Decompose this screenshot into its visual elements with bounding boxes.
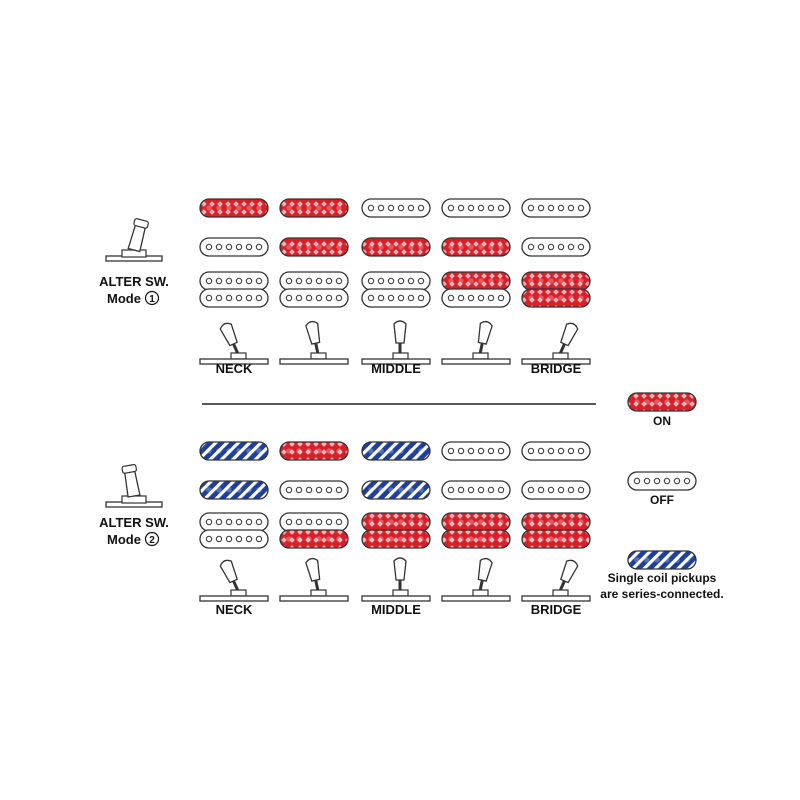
position-column (200, 442, 268, 601)
position-column (362, 442, 430, 601)
bridge-humbucker-coil (362, 513, 430, 531)
bridge-humbucker-coil (200, 289, 268, 307)
middle-pickup (362, 238, 430, 256)
middle-pickup (362, 481, 430, 499)
mode-title-line2: Mode (107, 291, 141, 306)
bridge-humbucker-coil (280, 272, 348, 290)
bridge-humbucker-coil (200, 530, 268, 548)
bridge-humbucker-coil (522, 530, 590, 548)
legend-swatch (628, 393, 696, 411)
legend-item-series (600, 551, 723, 601)
position-label-middle: MIDDLE (371, 361, 421, 376)
selector-switch-icon (200, 321, 268, 364)
neck-pickup (362, 199, 430, 217)
bridge-humbucker-coil (522, 289, 590, 307)
selector-switch-icon (442, 320, 510, 364)
bridge-humbucker-coil (442, 289, 510, 307)
bridge-humbucker-coil (280, 530, 348, 548)
bridge-humbucker-coil (280, 289, 348, 307)
legend-label: Single coil pickups (607, 571, 717, 585)
selector-switch-icon (280, 557, 348, 601)
position-column (200, 199, 268, 364)
position-label-middle: MIDDLE (371, 602, 421, 617)
legend-label: ON (653, 414, 671, 428)
bridge-humbucker-coil (442, 272, 510, 290)
middle-pickup (280, 481, 348, 499)
bridge-humbucker-coil (522, 272, 590, 290)
middle-pickup (200, 481, 268, 499)
middle-pickup (280, 238, 348, 256)
neck-pickup (200, 442, 268, 460)
position-column (522, 199, 590, 364)
position-column (280, 199, 348, 364)
neck-pickup (522, 442, 590, 460)
selector-switch-icon (522, 558, 590, 601)
bridge-humbucker-coil (362, 289, 430, 307)
middle-pickup (522, 481, 590, 499)
position-column (522, 442, 590, 601)
middle-pickup (442, 238, 510, 256)
neck-pickup (200, 199, 268, 217)
middle-pickup (522, 238, 590, 256)
middle-pickup (200, 238, 268, 256)
toggle-switch-up-icon (106, 218, 162, 261)
mode-number: 1 (149, 294, 155, 305)
neck-pickup (442, 442, 510, 460)
selector-switch-icon (522, 321, 590, 364)
neck-pickup (522, 199, 590, 217)
selector-switch-icon (442, 557, 510, 601)
mode-title-line1: ALTER SW. (99, 274, 169, 289)
bridge-humbucker-coil (362, 530, 430, 548)
middle-pickup (442, 481, 510, 499)
mode-title-line2: Mode (107, 532, 141, 547)
legend-label: OFF (650, 493, 674, 507)
legend (600, 393, 723, 601)
mode-title-line1: ALTER SW. (99, 515, 169, 530)
bridge-humbucker-coil (442, 530, 510, 548)
selector-switch-icon (200, 558, 268, 601)
position-label-neck: NECK (215, 361, 253, 376)
bridge-humbucker-coil (442, 513, 510, 531)
bridge-humbucker-coil (280, 513, 348, 531)
bridge-humbucker-coil (200, 272, 268, 290)
position-label-bridge: BRIDGE (530, 361, 582, 376)
position-column (362, 199, 430, 364)
legend-swatch (628, 472, 696, 490)
position-column (442, 199, 510, 364)
bridge-humbucker-coil (522, 513, 590, 531)
bridge-humbucker-coil (362, 272, 430, 290)
position-label-bridge: BRIDGE (530, 602, 582, 617)
mode-number-badge (146, 292, 159, 306)
legend-swatch (628, 551, 696, 569)
neck-pickup (280, 199, 348, 217)
neck-pickup (280, 442, 348, 460)
selector-switch-icon (280, 320, 348, 364)
mode-number: 2 (149, 535, 155, 546)
toggle-switch-down-icon (106, 464, 162, 507)
selector-switch-icon (362, 558, 430, 601)
mode-2-section (99, 442, 590, 617)
neck-pickup (362, 442, 430, 460)
legend-item-off (628, 472, 696, 507)
bridge-humbucker-coil (200, 513, 268, 531)
mode-1-section (99, 199, 590, 376)
selector-switch-icon (362, 321, 430, 364)
neck-pickup (442, 199, 510, 217)
position-column (280, 442, 348, 601)
legend-label: are series-connected. (600, 587, 724, 601)
position-label-neck: NECK (215, 602, 253, 617)
mode-number-badge (146, 533, 159, 547)
position-column (442, 442, 510, 601)
legend-item-on (628, 393, 696, 428)
